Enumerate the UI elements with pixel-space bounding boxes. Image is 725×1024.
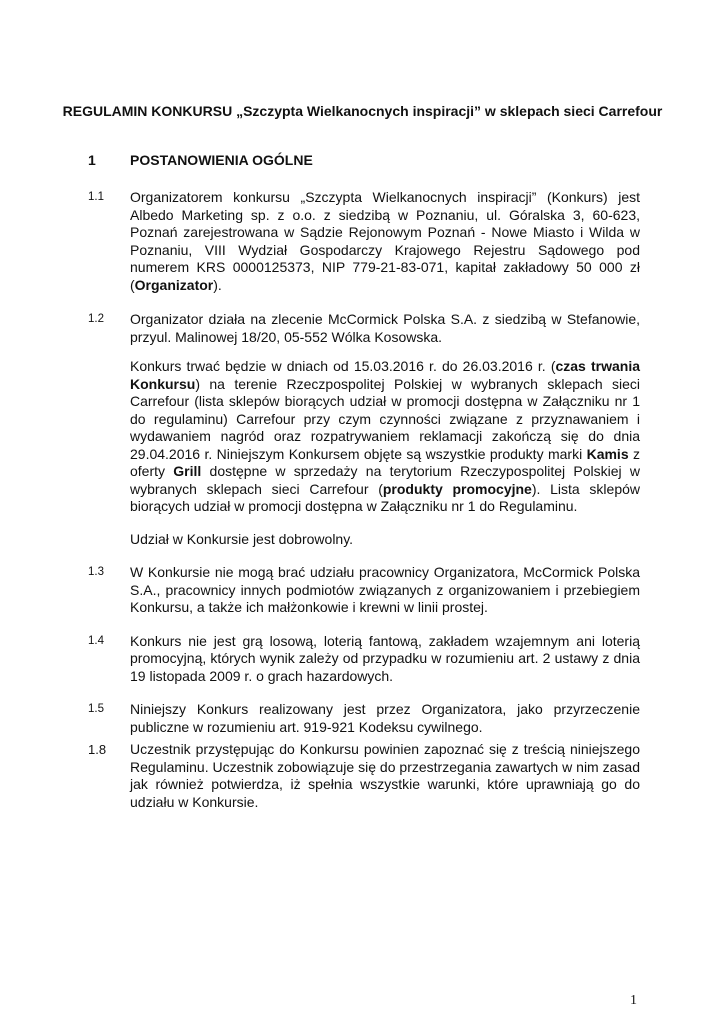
paragraph-text: ) na terenie Rzeczpospolitej Polskiej w wybranych sklepach sieci Carrefour (lista sklepów biorących udział w promocji dostępna w Załączniku nr 1 do regulaminu) Carrefour przy czym czynności związane z przyznawaniem i wydawaniem nagród oraz rozpatrywaniem reklamacji zakończą się do dnia 29.04.2016 r. Niniejszym Konkursem objęte są wszystkie produkty marki: [130, 375, 640, 462]
paragraph-block: [88, 564, 640, 617]
bold-term: czas trwania Konkursu: [130, 358, 640, 392]
paragraph-text: dostępne w sprzedaży na terytorium Rzeczypospolitej Polskiej w wybranych sklepach sieci Carrefour (: [130, 463, 640, 497]
paragraph-text: Organizator działa na zlecenie McCormick Polska S.A. z siedzibą w Stefanowie, przyul. Malinowej 18/20, 05-552 Wólka Kosowska.: [130, 311, 640, 345]
paragraph-number: 1.1: [88, 191, 104, 203]
section-heading: [88, 152, 313, 168]
paragraph-text: Konkurs nie jest grą losową, loterią fantową, zakładem wzajemnym ani loterią promocyjną, których wynik zależy od przypadku w rozumieniu art. 2 ustawy z dnia 19 listopada 2009 r. o grach hazardowych.: [130, 632, 640, 684]
bold-term: produkty promocyjne: [382, 480, 532, 497]
paragraph-number: 1.5: [88, 703, 104, 715]
paragraph-number: 1.4: [88, 634, 104, 647]
bold-term: Organizator: [134, 276, 214, 293]
paragraph-text: Konkurs trwać będzie w dniach od 15.03.2016 r. do 26.03.2016 r. (: [130, 358, 556, 374]
paragraph: [130, 633, 640, 686]
section-number: 1: [88, 152, 96, 168]
bold-term: Grill: [173, 463, 202, 479]
paragraph-number: 1.8: [88, 742, 107, 757]
document-title: REGULAMIN KONKURSU „Szczypta Wielkanocnych inspiracji” w sklepach sieci Carrefour: [62, 103, 663, 119]
paragraph-block: [88, 632, 640, 686]
paragraph-text: z oferty: [130, 445, 640, 479]
paragraph-text: ). Lista sklepów biorących udział w promocji dostępna w Załączniku nr 1 do Regulaminu.: [130, 480, 640, 514]
section-title: POSTANOWIENIA OGÓLNE: [130, 152, 313, 168]
paragraph: [130, 311, 640, 346]
paragraph-block: [88, 311, 640, 346]
paragraph-text: Udział w Konkursie jest dobrowolny.: [130, 530, 354, 547]
bold-term: Kamis: [586, 445, 629, 462]
page-number: 1: [630, 993, 637, 1008]
document-body: [88, 189, 640, 811]
paragraph-text: ).: [213, 276, 222, 293]
paragraph-block: [88, 701, 640, 736]
paragraph-text: Uczestnik przystępując do Konkursu powinien zapoznać się z treścią niniejszego Regulaminu. Uczestnik zobowiązuje się do przestrzegania zawartych w nim zasad jak również potwierdza, iż spełnia wszystkie warunki, które uprawniają go do udziału w Konkursie.: [130, 741, 640, 810]
paragraph: [130, 701, 640, 736]
paragraph: [130, 358, 640, 516]
paragraph: [130, 564, 640, 617]
paragraph-block: [88, 189, 640, 294]
paragraph: [130, 741, 640, 811]
paragraph: [130, 531, 640, 549]
paragraph-block: [130, 531, 640, 549]
paragraph-number: 1.3: [88, 566, 104, 578]
paragraph-block: [130, 358, 640, 516]
paragraph-text: Organizatorem konkursu „Szczypta Wielkanocnych inspiracji” (Konkurs) jest Albedo Marketing sp. z o.o. z siedzibą w Poznaniu, ul. Góralska 3, 60-623, Poznań zarejestrowana w Sądzie Rejonowym Poznań - Nowe Miasto i Wilda w Poznaniu, VIII Wydział Gospodarczy Krajowego Rejestru Sądowego pod numerem KRS 0000125373, NIP 779-21-83-071, kapitał zakładowy 50 000 zł (: [130, 189, 640, 293]
paragraph: [130, 189, 640, 294]
paragraph-text: Niniejszy Konkurs realizowany jest przez Organizatora, jako przyrzeczenie publiczne w rozumieniu art. 919-921 Kodeksu cywilnego.: [130, 701, 640, 735]
paragraph-block: [88, 741, 640, 811]
paragraph-number: 1.2: [88, 313, 104, 325]
paragraph-text: W Konkursie nie mogą brać udziału pracownicy Organizatora, McCormick Polska S.A., pracownicy innych podmiotów związanych z organizowaniem i przebiegiem Konkursu, a także ich małżonkowie i krewni w linii prostej.: [130, 564, 640, 615]
